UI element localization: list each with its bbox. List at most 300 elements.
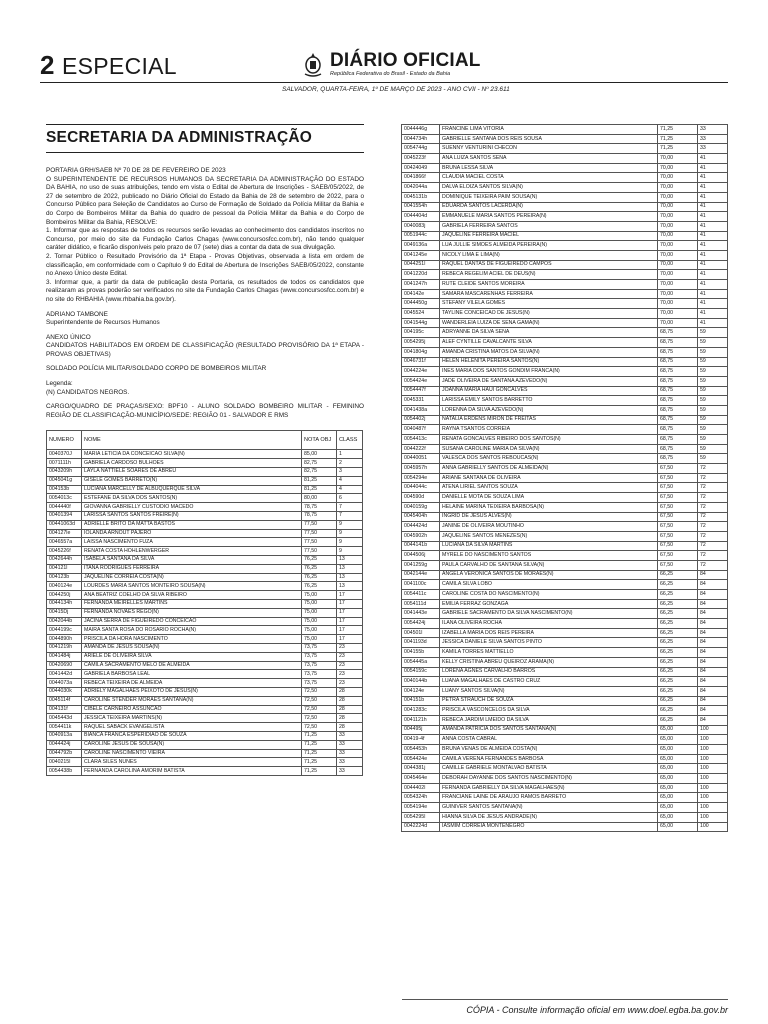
cell-nota: 66,25 (658, 619, 698, 629)
cell-nome: CAROLINE JESUS DE SOUSA(N) (82, 740, 302, 749)
cell-nota: 67,50 (658, 531, 698, 541)
cell-class: 72 (698, 512, 728, 522)
cell-nota: 66,25 (658, 715, 698, 725)
table-row (402, 250, 728, 260)
cell-nome: ESTEFANE DA SILVA DOS SANTOS(N) (82, 494, 302, 503)
cell-numero: 0044506j (402, 551, 440, 561)
table-row (47, 529, 363, 538)
cell-numero: 0044402l (402, 783, 440, 793)
cell-numero: 0044381j (402, 764, 440, 774)
cell-nome: TAYLINE CONCEICAO DE JESUS(N) (440, 309, 658, 319)
cell-nome: IOLANDA ARNOUT PAJERO (82, 529, 302, 538)
cell-numero: 0054411k (47, 723, 82, 732)
table-row (47, 758, 363, 767)
table-row (47, 687, 363, 696)
cell-numero: 0054294e (402, 473, 440, 483)
cell-nota: 72,50 (302, 696, 337, 705)
cell-nota: 77,50 (302, 520, 337, 529)
table-row (402, 696, 728, 706)
cell-nome: MAIRA SANTA ROSA DO ROSARIO ROCHA(N) (82, 626, 302, 635)
cell-nota: 66,25 (658, 648, 698, 658)
cell-numero: 0051944c (402, 231, 440, 241)
cell-nota: 70,00 (658, 270, 698, 280)
cell-numero: 0041219h (47, 643, 82, 652)
cell-nota: 66,25 (658, 638, 698, 648)
table-row (402, 367, 728, 377)
cell-nota: 70,00 (658, 192, 698, 202)
cell-class: 100 (698, 803, 728, 813)
cell-class: 100 (698, 725, 728, 735)
cell-numero: 0045404h (402, 512, 440, 522)
cell-nome: CLARA SILES NUNES (82, 758, 302, 767)
cell-nome: RENATA COSTA HOHLENWERGER (82, 547, 302, 556)
table-row (402, 202, 728, 212)
table-row (402, 783, 728, 793)
table-row (47, 468, 363, 477)
cell-nota: 66,25 (658, 599, 698, 609)
cell-nome: EMMANUELE MARIA SANTOS PEREIRA(N) (440, 212, 658, 222)
cell-numero: 00401394 (47, 512, 82, 521)
cell-class: 7 (337, 503, 363, 512)
cell-nome: REBECA JARDIM LMEIDO DA SILVA (440, 715, 658, 725)
bahia-seal-icon (302, 52, 324, 78)
footer-rule (402, 999, 728, 1000)
table-row (402, 241, 728, 251)
cell-nome: ARIANE SANTANA DE OLIVEIRA (440, 473, 658, 483)
cell-nome: ITANA RODRIGUES FERREIRA (82, 564, 302, 573)
cell-class: 59 (698, 425, 728, 435)
cell-numero: 0041443e (402, 609, 440, 619)
cell-numero: 0041554h (402, 202, 440, 212)
table-row (402, 774, 728, 784)
table-row (402, 793, 728, 803)
cell-class: 33 (698, 144, 728, 154)
cell-nota: 68,75 (658, 425, 698, 435)
cell-class: 6 (337, 494, 363, 503)
cell-nota: 67,50 (658, 464, 698, 474)
table-row (47, 643, 363, 652)
cell-nome: RAQUEL SABACK EVANGELISTA (82, 723, 302, 732)
cell-nota: 65,00 (658, 822, 698, 832)
cell-class: 9 (337, 529, 363, 538)
cell-nome: AMANDA DE JESUS SOUSA(N) (82, 643, 302, 652)
cell-numero: 0046731f (402, 357, 440, 367)
table-row (47, 635, 363, 644)
cell-nota: 76,25 (302, 564, 337, 573)
cell-class: 9 (337, 520, 363, 529)
cell-numero: 0042044b (47, 617, 82, 626)
cell-nota: 66,25 (658, 628, 698, 638)
table-row (402, 580, 728, 590)
table-row (402, 754, 728, 764)
table-row (402, 347, 728, 357)
cell-nome: JADE OLIVEIRA DE SANTANA AZEVEDO(N) (440, 376, 658, 386)
cell-nota: 65,00 (658, 774, 698, 784)
cell-nota: 81,25 (302, 476, 337, 485)
table-row (402, 803, 728, 813)
table-row (402, 493, 728, 503)
table-row (47, 556, 363, 565)
table-row (47, 714, 363, 723)
cell-class: 72 (698, 551, 728, 561)
table-row (402, 599, 728, 609)
table-row (402, 541, 728, 551)
cell-nota: 77,50 (302, 547, 337, 556)
table-row (402, 677, 728, 687)
cell-class: 17 (337, 591, 363, 600)
position-title: SOLDADO POLÍCIA MILITAR/SOLDADO CORPO DE BOMBEIROS MILITAR (46, 365, 267, 373)
cell-numero: 0054194e (402, 803, 440, 813)
cell-nota: 70,00 (658, 299, 698, 309)
cell-nota: 71,25 (658, 125, 698, 135)
cell-class: 72 (698, 483, 728, 493)
cell-nome: GABRIELA FERREIRA SANTOS (440, 221, 658, 231)
cell-numero: 0044141b (402, 541, 440, 551)
table-row (47, 767, 363, 776)
cell-nome: PAULA CARVALHO DE SANTANA SILVA(N) (440, 560, 658, 570)
cell-nota: 72,50 (302, 714, 337, 723)
cell-nome: HELAINE MARINA TEIXEIRA BARBOSA(N) (440, 502, 658, 512)
cell-nome: DALVA ELOIZA SANTOS SILVA(N) (440, 183, 658, 193)
cell-nota: 66,25 (658, 677, 698, 687)
cell-class: 33 (337, 731, 363, 740)
cell-class: 72 (698, 493, 728, 503)
cell-class: 13 (337, 582, 363, 591)
table-row (402, 483, 728, 493)
cell-nota: 70,00 (658, 183, 698, 193)
cell-nome: CIBELE CARNEIRO ASSUNCAO (82, 705, 302, 714)
table-row (47, 670, 363, 679)
cell-class: 72 (698, 473, 728, 483)
cell-numero: 0045223f (402, 154, 440, 164)
table-row (402, 260, 728, 270)
table-row (47, 485, 363, 494)
cell-numero: 0044890h (47, 635, 82, 644)
cell-class: 84 (698, 667, 728, 677)
cell-nome: ADRYANNE DA SILVA SENA (440, 328, 658, 338)
cell-numero: 0040144b (402, 677, 440, 687)
right-column (401, 124, 728, 832)
cell-numero: 0045464e (402, 774, 440, 784)
cell-class: 33 (337, 758, 363, 767)
table-row (47, 617, 363, 626)
cell-numero: 0054453h (402, 745, 440, 755)
cell-numero: 0040487f (402, 425, 440, 435)
cell-nota: 70,00 (658, 289, 698, 299)
cell-numero: 004590d (402, 493, 440, 503)
cell-class: 33 (337, 749, 363, 758)
cell-nota: 66,25 (658, 570, 698, 580)
cell-class: 84 (698, 570, 728, 580)
cell-numero: 0054324h (402, 793, 440, 803)
cell-nome: LUANA MAGALHAES DE CASTRO CRUZ (440, 677, 658, 687)
table-row (402, 396, 728, 406)
cell-class: 41 (698, 289, 728, 299)
cell-nota: 70,00 (658, 309, 698, 319)
cell-nota: 70,00 (658, 163, 698, 173)
signer-name: ADRIANO TAMBONE (46, 310, 108, 318)
table-row (402, 657, 728, 667)
cell-numero: 0045957h (402, 464, 440, 474)
cell-nota: 73,75 (302, 652, 337, 661)
cell-class: 100 (698, 754, 728, 764)
cell-nome: REBECA REGELIM ACIEL DE DEUS(N) (440, 270, 658, 280)
cell-class: 1 (337, 450, 363, 459)
cell-nome: WANDERLEIA LUIZA DE SENA GAMA(N) (440, 318, 658, 328)
cell-numero: 0045443d (47, 714, 82, 723)
cell-nota: 73,75 (302, 643, 337, 652)
cell-numero: 004123b (47, 573, 82, 582)
cell-nome: IZABELLA MARIA DOS REIS PEREIRA (440, 628, 658, 638)
cell-numero: 0041247h (402, 280, 440, 290)
footer-copy-notice: CÓPIA - Consulte informação oficial em www.doel.egba.ba.gov.br (466, 1005, 728, 1015)
cell-class: 84 (698, 696, 728, 706)
table-row (47, 626, 363, 635)
cell-numero: 0054013c (47, 494, 82, 503)
cell-numero: 0041259g (402, 560, 440, 570)
cell-class: 28 (337, 705, 363, 714)
table-row (402, 735, 728, 745)
cell-nota: 70,00 (658, 280, 698, 290)
cell-numero: 00424049 (402, 163, 440, 173)
cell-nota: 67,50 (658, 551, 698, 561)
cell-nota: 65,00 (658, 812, 698, 822)
cell-class: 41 (698, 163, 728, 173)
table-row (402, 212, 728, 222)
cell-numero: 0045331 (402, 396, 440, 406)
table-row (402, 551, 728, 561)
cell-numero: 0044251l (402, 260, 440, 270)
cell-class: 84 (698, 686, 728, 696)
cell-class: 84 (698, 580, 728, 590)
cell-nome: LORENNA DA SILVA AZEVEDO(N) (440, 405, 658, 415)
table-row (402, 221, 728, 231)
cell-nota: 66,25 (658, 706, 698, 716)
cell-class: 41 (698, 270, 728, 280)
cell-nota: 75,00 (302, 608, 337, 617)
cell-nome: MYRELE DO NASCIMENTO SANTOS (440, 551, 658, 561)
cell-nome: BIANCA FRANCA ESPERIDIAO DE SOUZA (82, 731, 302, 740)
cell-nome: GABRIELA BARBOSA LEAL (82, 670, 302, 679)
table-row (402, 822, 728, 832)
cell-nome: FERNANDA NOVAES REGO(N) (82, 608, 302, 617)
cell-numero: 0040083j (402, 221, 440, 231)
cell-numero: 004155b (402, 648, 440, 658)
cell-nome: JACINA SERRA DE FIGUEIREDO CONCEICAO (82, 617, 302, 626)
cell-numero: 0041442d (47, 670, 82, 679)
cell-nome: KAMILA TORRES MATTIELLO (440, 648, 658, 658)
results-table-left (46, 430, 363, 775)
cell-numero: 0054411c (402, 590, 440, 600)
cell-nome: LUA JULLIE SIMOES ALMEIDA PEREIRA(N) (440, 241, 658, 251)
cell-nota: 85,00 (302, 450, 337, 459)
cell-nota: 68,75 (658, 435, 698, 445)
table-row (402, 376, 728, 386)
table-row (47, 608, 363, 617)
cell-class: 84 (698, 648, 728, 658)
cell-nome: CAROLINE NASCIMENTO VIEIRA (82, 749, 302, 758)
cell-nota: 81,25 (302, 485, 337, 494)
cell-nota: 72,50 (302, 723, 337, 732)
cell-nota: 65,00 (658, 793, 698, 803)
cell-class: 33 (698, 125, 728, 135)
cell-nota: 82,75 (302, 459, 337, 468)
cell-nome: ATENA LIRIEL SANTOS SOUZA (440, 483, 658, 493)
table-row (402, 154, 728, 164)
cell-class: 72 (698, 464, 728, 474)
resolution-item-1: 1. Informar que as respostas de todos os recursos serão levadas ao conhecimento dos candidatos inscritos no Concurso, por meio do site da Fundação Carlos Chagas (www.concursosfcc.com.br), não tendo qualquer caráter didático, e ficarão disponíveis pelo prazo de 07 (sete) dias a contar da data de sua divulgação. (46, 227, 364, 252)
cell-nome: NICOLY LIMA E LIMA(N) (440, 250, 658, 260)
table-row (402, 192, 728, 202)
col-header-numero: NUMERO (47, 431, 82, 450)
cell-nome: JAQUELINE FERREIRA MACIEL (440, 231, 658, 241)
cell-class: 100 (698, 735, 728, 745)
table-row (47, 459, 363, 468)
cell-numero: 0041866f (402, 173, 440, 183)
cell-numero: 0041544g (402, 318, 440, 328)
cell-class: 28 (337, 723, 363, 732)
cell-nome: PRISCILA DA HORA NASCIMENTO (82, 635, 302, 644)
cell-nota: 73,75 (302, 679, 337, 688)
cell-nota: 65,00 (658, 745, 698, 755)
cell-nota: 72,50 (302, 687, 337, 696)
cell-class: 59 (698, 347, 728, 357)
cell-nota: 70,00 (658, 231, 698, 241)
cell-numero: 0041245e (402, 250, 440, 260)
table-row (402, 454, 728, 464)
cell-class: 59 (698, 328, 728, 338)
table-row (402, 512, 728, 522)
cell-class: 100 (698, 764, 728, 774)
cell-nota: 75,00 (302, 635, 337, 644)
cell-class: 100 (698, 745, 728, 755)
legend-item: (N) CANDIDATOS NEGROS. (46, 388, 130, 396)
cell-class: 59 (698, 454, 728, 464)
cell-nome: ANGELA VERONICA SANTOS DE MORAES(N) (440, 570, 658, 580)
table-row (402, 405, 728, 415)
cell-nome: BRUNA VENAS DE ALMEIDA COSTA(N) (440, 745, 658, 755)
cell-class: 84 (698, 657, 728, 667)
table-row (402, 590, 728, 600)
cell-nota: 68,75 (658, 357, 698, 367)
table-row (402, 299, 728, 309)
table-row (402, 706, 728, 716)
cell-class: 84 (698, 628, 728, 638)
cell-nome: CAMILA SILVA LOBO (440, 580, 658, 590)
cell-nota: 70,00 (658, 173, 698, 183)
page-number: 2 (40, 50, 55, 80)
cell-nota: 66,25 (658, 590, 698, 600)
cell-class: 59 (698, 444, 728, 454)
cell-nome: LUCIANA MARCELLY DE ALBUQUERQUE SILVA (82, 485, 302, 494)
cell-nome: FERNANDA MEIRELLES MARTINS (82, 599, 302, 608)
cell-nome: DEBORAH DAYANNE DOS SANTOS NASCIMENTO(N) (440, 774, 658, 784)
cell-nome: JOANNA MARIA HAUI GONCALVES (440, 386, 658, 396)
cell-class: 100 (698, 783, 728, 793)
cell-class: 13 (337, 556, 363, 565)
cell-nome: FERNANDA CAROLINA AMORIM BATISTA (82, 767, 302, 776)
cell-class: 41 (698, 192, 728, 202)
cell-numero: 0041193d (402, 638, 440, 648)
cell-numero: 0054744g (402, 144, 440, 154)
cell-numero: 0042224d (402, 822, 440, 832)
cell-nome: FRANCIANE LAINE DE ARAUJO RAMOS BARRETO (440, 793, 658, 803)
table-row (402, 628, 728, 638)
cell-nota: 73,75 (302, 661, 337, 670)
table-row (402, 425, 728, 435)
table-row (47, 723, 363, 732)
cell-numero: 0040370J (47, 450, 82, 459)
cell-nome: RAYNA TSANTOS CORREIA (440, 425, 658, 435)
cell-class: 23 (337, 643, 363, 652)
cell-nota: 68,75 (658, 454, 698, 464)
cell-class: 17 (337, 626, 363, 635)
cell-class: 33 (337, 740, 363, 749)
table-row (402, 473, 728, 483)
table-row (402, 648, 728, 658)
cell-numero: 0054413c (402, 435, 440, 445)
cell-class: 41 (698, 280, 728, 290)
cell-class: 7 (337, 512, 363, 521)
table-row (47, 564, 363, 573)
cell-numero: 004151b (402, 696, 440, 706)
table-row (47, 538, 363, 547)
cell-nome: HIANNA SILVA DE JESUS ANDRADE(N) (440, 812, 658, 822)
cell-numero: 004495j (402, 725, 440, 735)
cell-numero: 0044450g (402, 299, 440, 309)
cell-numero: 0044222f (402, 444, 440, 454)
cell-nota: 68,75 (658, 338, 698, 348)
cell-numero: 0045131b (402, 192, 440, 202)
cell-numero: 0071111h (47, 459, 82, 468)
cell-numero: 0044792b (47, 749, 82, 758)
cell-nota: 71,25 (302, 758, 337, 767)
cell-numero: 0044734h (402, 134, 440, 144)
cell-nota: 68,75 (658, 415, 698, 425)
cell-class: 41 (698, 231, 728, 241)
cell-nome: LAISSA NASCIMENTO FUZA (82, 538, 302, 547)
cell-numero: 0041121h (402, 715, 440, 725)
cell-class: 59 (698, 435, 728, 445)
table-row (402, 183, 728, 193)
table-row (47, 731, 363, 740)
cell-class: 72 (698, 541, 728, 551)
cell-class: 59 (698, 357, 728, 367)
cell-nome: JANINE DE OLIVEIRA MOUTINHO (440, 522, 658, 532)
left-column (46, 124, 364, 776)
cell-nota: 70,00 (658, 318, 698, 328)
table-row (402, 444, 728, 454)
cell-class: 59 (698, 338, 728, 348)
cell-nota: 68,75 (658, 396, 698, 406)
resolution-item-2: 2. Tornar Público o Resultado Provisório da 1ª Etapa - Provas Objetivas, observada a lista em ordem de classificação, em conformidade com o Capítulo 9 do Edital de Abertura de Inscrições SAEB/05/2022, constante no Anexo Único deste Edital. (46, 252, 364, 278)
cell-nota: 70,00 (658, 212, 698, 222)
cell-nota: 66,25 (658, 667, 698, 677)
table-row (402, 725, 728, 735)
cell-numero: 0041220d (402, 270, 440, 280)
cell-numero: 0044224e (402, 367, 440, 377)
cell-numero: 004501l (402, 628, 440, 638)
cell-nota: 70,00 (658, 154, 698, 164)
cell-nome: AMANDA PATRICIA DOS SANTOS SANTANA(N) (440, 725, 658, 735)
cell-nota: 75,00 (302, 617, 337, 626)
position-line: CARGO/QUADRO DE PRAÇAS/SEXO: BPF10 - ALUNO SOLDADO BOMBEIRO MILITAR - FEMININO REGIÃO DE CLASSIFICAÇÃO-MUNICÍPIO/SEDE: REGIÃO 01 - SALVADOR E RMS (46, 403, 364, 419)
cell-nota: 65,00 (658, 735, 698, 745)
cell-class: 72 (698, 531, 728, 541)
cell-nota: 68,75 (658, 347, 698, 357)
cell-class: 59 (698, 386, 728, 396)
table-row (47, 679, 363, 688)
